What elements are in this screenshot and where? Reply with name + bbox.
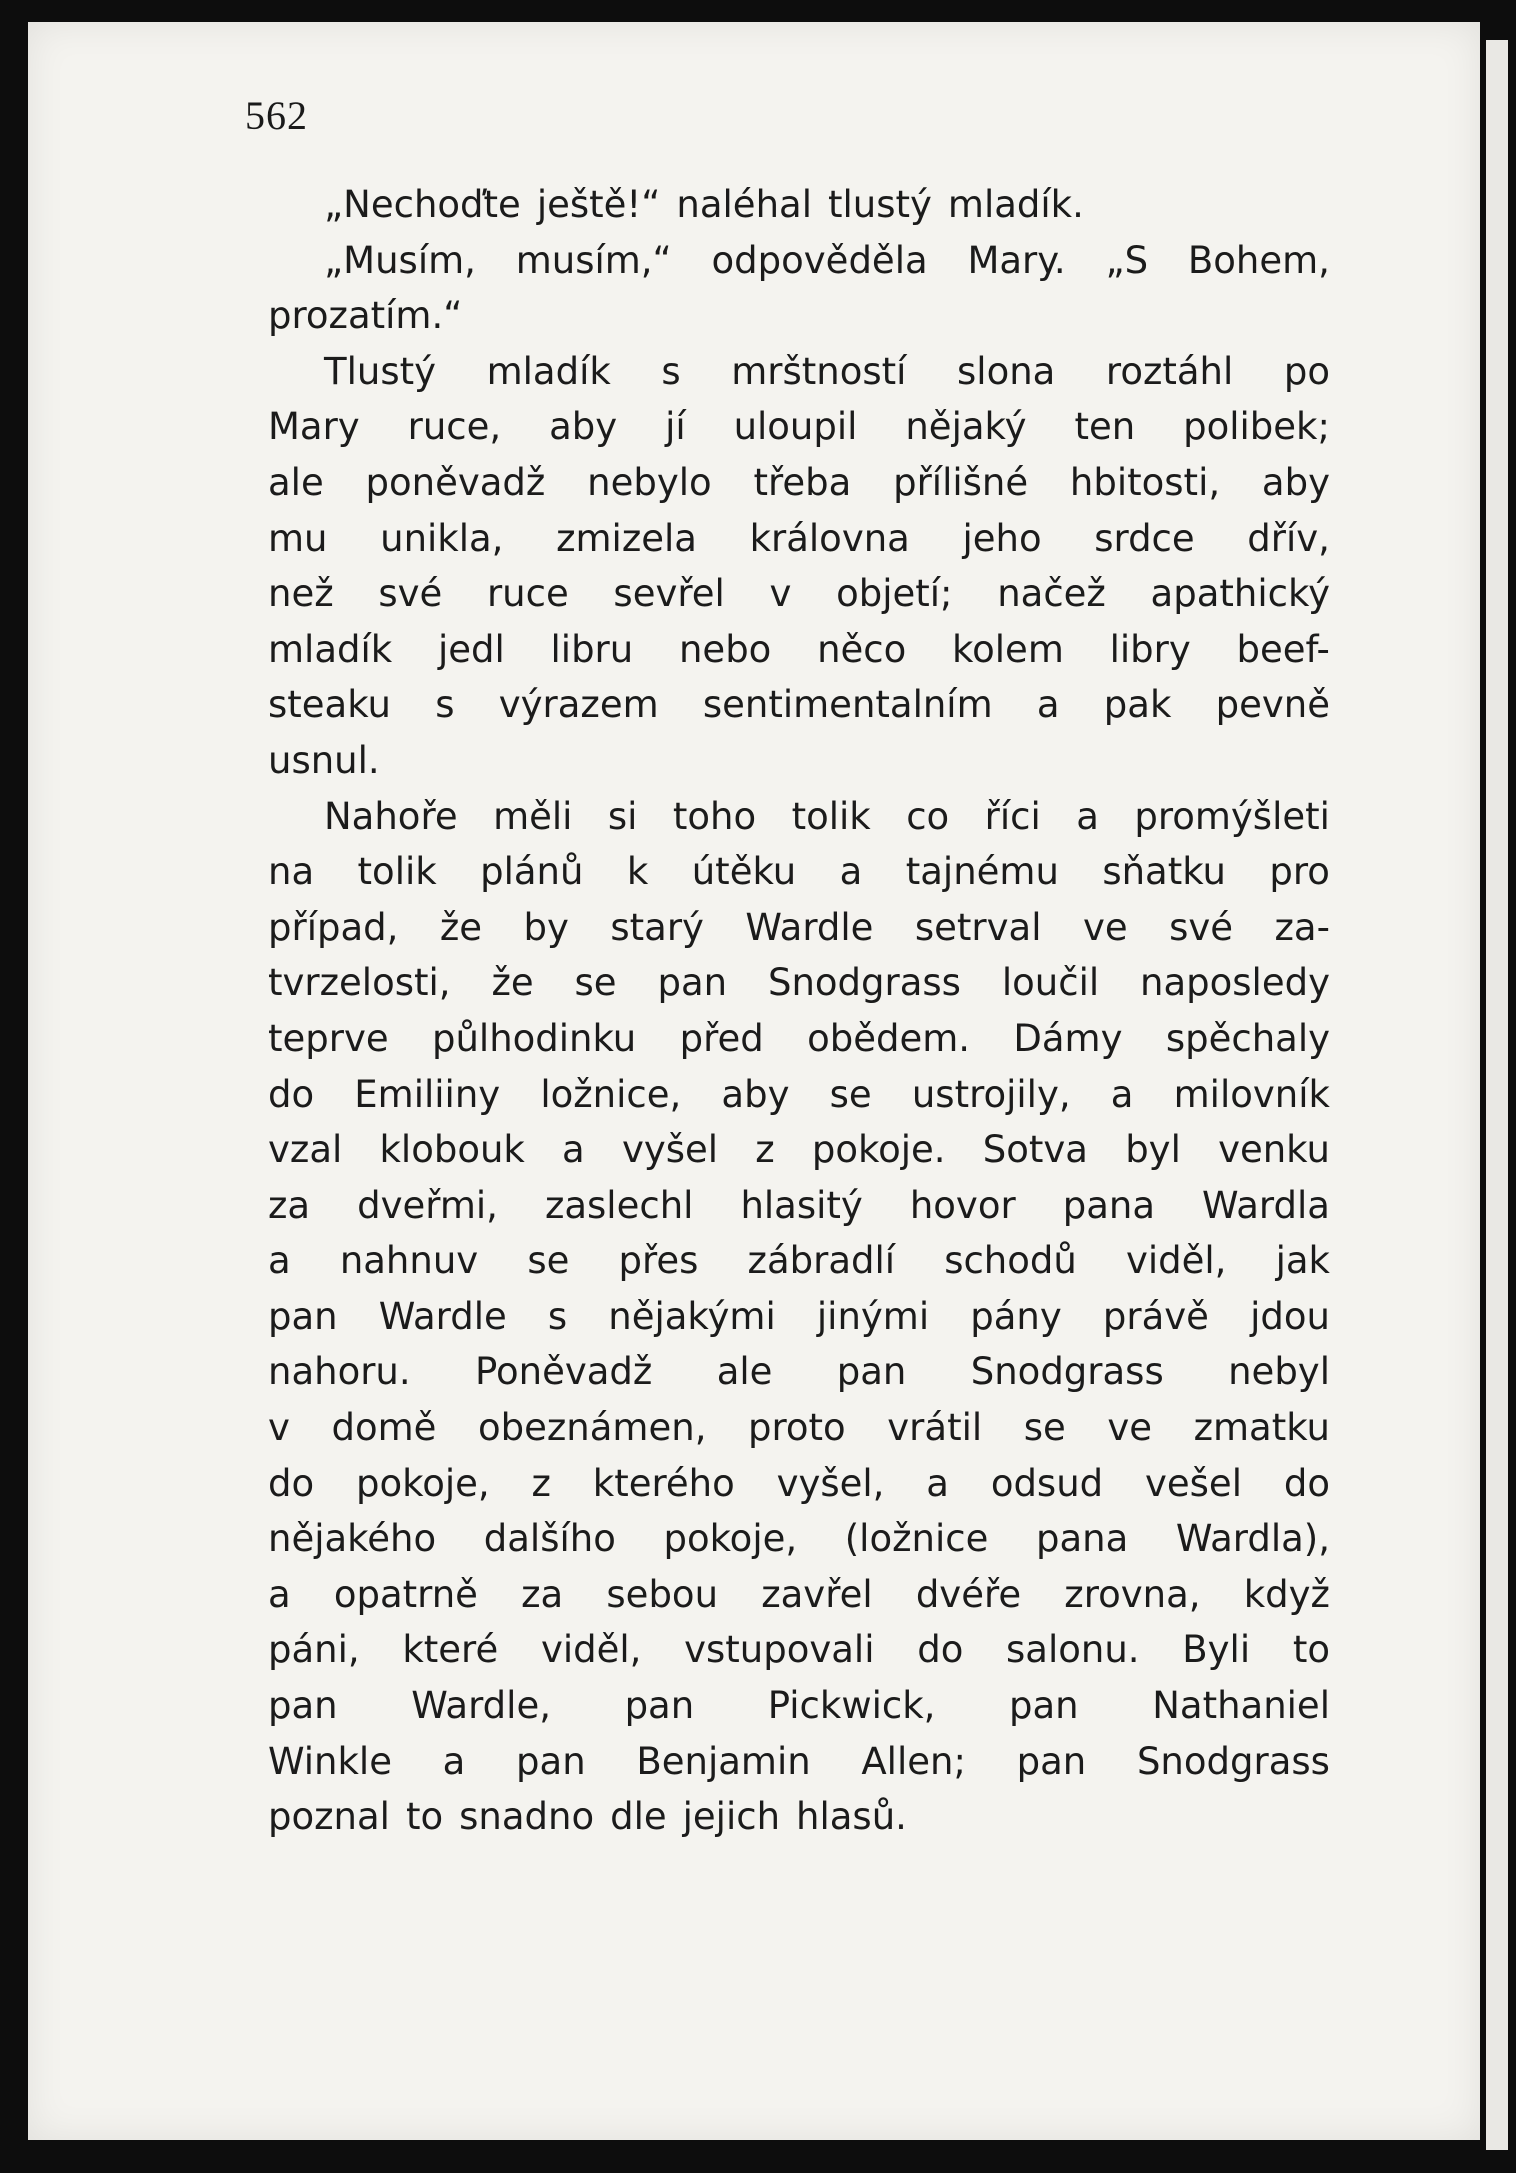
- text-word: co: [906, 794, 950, 838]
- text-word: s: [661, 349, 681, 393]
- text-line: [268, 177, 1330, 233]
- text-word: schodů: [944, 1239, 1077, 1283]
- text-word: Wardle: [745, 905, 874, 949]
- text-word: aby: [721, 1072, 790, 1116]
- text-word: roztáhl: [1105, 349, 1234, 393]
- text-word: Wardla: [1202, 1183, 1330, 1227]
- text-word: opatrně: [333, 1572, 478, 1616]
- text-word: hovor: [909, 1183, 1016, 1227]
- text-word: pokoje.: [811, 1128, 946, 1172]
- text-word: starý: [610, 905, 704, 949]
- text-word: sebou: [606, 1572, 719, 1616]
- text-word: na: [268, 850, 315, 894]
- text-line: [268, 733, 1330, 789]
- text-line: [268, 844, 1330, 900]
- text-word: Snodgrass: [767, 961, 961, 1005]
- text-word: pan: [1016, 1739, 1087, 1783]
- text-word: ale: [268, 460, 324, 504]
- text-word: obeznámen,: [478, 1406, 707, 1450]
- text-word: apathický: [1150, 572, 1330, 616]
- text-word: Poněvadž: [475, 1350, 653, 1394]
- text-word: se: [1023, 1406, 1066, 1450]
- text-word: toho: [672, 794, 757, 838]
- text-word: Nathaniel: [1152, 1684, 1330, 1728]
- text-word: ruce,: [407, 405, 502, 449]
- text-word: tolik: [791, 794, 871, 838]
- text-word: a: [562, 1128, 585, 1172]
- text-word: že: [491, 961, 534, 1005]
- text-word: to: [405, 1795, 444, 1839]
- text-word: teprve: [268, 1016, 389, 1060]
- text-word: a: [268, 1572, 291, 1616]
- text-word: aby: [1261, 460, 1330, 504]
- text-word: slona: [957, 349, 1056, 393]
- text-word: tlustý: [827, 183, 932, 226]
- text-word: Snodgrass: [970, 1350, 1164, 1394]
- text-word: pan: [268, 1684, 338, 1728]
- text-word: pana: [1035, 1517, 1129, 1561]
- text-word: tajnému: [905, 850, 1059, 894]
- text-line: [268, 288, 1330, 344]
- text-word: případ,: [268, 905, 399, 949]
- text-line: [268, 1233, 1330, 1289]
- text-word: přílišné: [893, 460, 1029, 504]
- text-word: a: [1036, 683, 1060, 727]
- text-word: tolik: [357, 850, 437, 894]
- text-word: pana: [1062, 1183, 1155, 1227]
- text-word: za-: [1274, 905, 1330, 949]
- text-word: že: [439, 905, 483, 949]
- text-word: k: [626, 850, 649, 894]
- text-word: Allen;: [861, 1739, 966, 1783]
- text-word: a: [1076, 794, 1099, 838]
- text-word: ve: [1082, 905, 1128, 949]
- text-word: vyšel,: [776, 1461, 885, 1505]
- text-word: výrazem: [498, 683, 659, 727]
- text-word: nahoru.: [268, 1350, 411, 1394]
- text-word: loučil: [1001, 961, 1100, 1005]
- text-word: vešel: [1145, 1461, 1242, 1505]
- text-word: ještě!“: [536, 183, 661, 226]
- text-line: [268, 1567, 1330, 1623]
- text-word: do: [917, 1628, 964, 1672]
- text-word: zaslechl: [544, 1183, 694, 1227]
- text-word: plánů: [480, 850, 584, 894]
- text-word: obědem.: [807, 1016, 971, 1060]
- text-word: jak: [1275, 1239, 1330, 1283]
- text-word: zmizela: [556, 516, 697, 560]
- text-word: by: [523, 905, 569, 949]
- text-word: a: [268, 1239, 291, 1283]
- text-line: [268, 1122, 1330, 1178]
- text-word: nahnuv: [339, 1239, 479, 1283]
- text-word: mladík: [486, 349, 611, 393]
- text-word: ale: [716, 1350, 773, 1394]
- text-word: se: [574, 961, 617, 1005]
- text-word: a: [1110, 1072, 1134, 1116]
- text-word: Emiliiny: [354, 1072, 501, 1116]
- text-word: salonu.: [1006, 1628, 1140, 1672]
- text-word: kolem: [952, 627, 1064, 671]
- text-line: [268, 399, 1330, 455]
- text-word: vzal: [268, 1128, 343, 1172]
- text-word: snadno: [459, 1795, 595, 1839]
- text-word: usnul.: [268, 738, 380, 782]
- text-word: za: [521, 1572, 564, 1616]
- text-word: své: [1169, 905, 1234, 949]
- text-word: pan: [268, 1294, 338, 1338]
- text-word: Dámy: [1013, 1016, 1123, 1060]
- text-word: pan: [516, 1739, 586, 1783]
- text-word: „Musím,: [324, 238, 476, 282]
- text-word: zábradlí: [747, 1239, 896, 1283]
- text-word: sevřel: [613, 572, 725, 616]
- text-word: odpověděla: [711, 238, 928, 282]
- text-word: steaku: [268, 683, 391, 727]
- text-word: Wardle,: [411, 1684, 551, 1728]
- body-text: [268, 177, 1330, 1845]
- text-word: tvrzelosti,: [268, 961, 451, 1005]
- text-word: to: [1292, 1628, 1330, 1672]
- text-word: pan: [657, 961, 728, 1005]
- text-word: se: [829, 1072, 872, 1116]
- text-word: pokoje,: [355, 1461, 490, 1505]
- text-word: Bohem,: [1187, 238, 1330, 282]
- text-word: promýšleti: [1134, 794, 1330, 838]
- text-word: libry: [1109, 627, 1191, 671]
- text-word: jí: [665, 405, 686, 449]
- text-word: beef-: [1236, 627, 1330, 671]
- text-word: dveřmi,: [357, 1183, 498, 1227]
- text-word: spěchaly: [1165, 1016, 1330, 1060]
- text-word: mu: [268, 516, 328, 560]
- text-word: pan: [624, 1684, 695, 1728]
- page-number: 562: [245, 93, 308, 138]
- text-word: kterého: [592, 1461, 735, 1505]
- text-word: útěku: [691, 850, 797, 894]
- text-word: za: [268, 1183, 311, 1227]
- text-line: [268, 233, 1330, 289]
- text-line: [268, 900, 1330, 956]
- text-word: naléhal: [676, 183, 812, 226]
- text-word: setrval: [914, 905, 1042, 949]
- text-word: s: [547, 1294, 568, 1338]
- text-word: pokoje,: [663, 1517, 798, 1561]
- text-word: Winkle: [268, 1739, 392, 1783]
- text-word: (ložnice: [844, 1517, 989, 1561]
- text-word: jeho: [962, 516, 1042, 560]
- text-line: [268, 1178, 1330, 1234]
- text-word: Tlustý: [324, 349, 437, 393]
- text-word: Mary: [268, 405, 360, 449]
- text-word: jdou: [1250, 1294, 1330, 1338]
- text-word: když: [1243, 1572, 1330, 1616]
- text-word: před: [679, 1016, 764, 1060]
- text-line: [268, 1067, 1330, 1123]
- text-word: své: [378, 572, 443, 616]
- text-word: z: [531, 1461, 551, 1505]
- text-word: nějaký: [905, 405, 1027, 449]
- text-word: mladík.: [947, 183, 1084, 226]
- text-word: pro: [1269, 850, 1330, 894]
- text-word: po: [1283, 349, 1330, 393]
- text-word: zmatku: [1193, 1406, 1330, 1450]
- text-word: domě: [331, 1406, 437, 1450]
- text-line: [268, 622, 1330, 678]
- text-word: unikla,: [380, 516, 504, 560]
- text-line: [268, 1400, 1330, 1456]
- text-word: ve: [1107, 1406, 1153, 1450]
- text-word: zavřel: [761, 1572, 873, 1616]
- text-word: pan: [836, 1350, 907, 1394]
- text-word: klobouk: [379, 1128, 525, 1172]
- text-word: z: [755, 1128, 775, 1172]
- text-word: sňatku: [1102, 850, 1226, 894]
- text-word: hlasitý: [740, 1183, 863, 1227]
- text-word: poněvadž: [365, 460, 546, 504]
- text-word: odsud: [990, 1461, 1104, 1505]
- text-word: si: [607, 794, 638, 838]
- text-word: přes: [618, 1239, 699, 1283]
- text-word: pan: [1009, 1684, 1079, 1728]
- text-word: sentimentalním: [702, 683, 993, 727]
- text-word: Pickwick,: [767, 1684, 936, 1728]
- text-word: Benjamin: [636, 1739, 811, 1783]
- text-word: aby: [549, 405, 618, 449]
- text-word: mrštností: [731, 349, 907, 393]
- text-word: do: [268, 1461, 315, 1505]
- text-line: [268, 455, 1330, 511]
- text-word: v: [268, 1406, 290, 1450]
- text-line: [268, 677, 1330, 733]
- text-word: nějakými: [608, 1294, 776, 1338]
- text-word: hbitosti,: [1069, 460, 1221, 504]
- text-word: byl: [1125, 1128, 1181, 1172]
- text-word: půlhodinku: [431, 1016, 637, 1060]
- text-word: královna: [749, 516, 910, 560]
- text-word: srdce: [1094, 516, 1195, 560]
- text-word: mladík: [268, 627, 393, 671]
- text-word: a: [839, 850, 863, 894]
- text-word: ruce: [486, 572, 569, 616]
- text-word: pevně: [1215, 683, 1330, 727]
- text-word: nějakého: [268, 1517, 437, 1561]
- text-word: viděl,: [1125, 1239, 1227, 1283]
- text-word: dvéře: [915, 1572, 1022, 1616]
- text-word: ten: [1074, 405, 1136, 449]
- text-word: ložnice,: [540, 1072, 682, 1116]
- text-word: nebylo: [587, 460, 712, 504]
- text-line: [268, 1622, 1330, 1678]
- text-word: proto: [748, 1406, 846, 1450]
- text-word: načež: [997, 572, 1106, 616]
- text-word: dle: [610, 1795, 667, 1839]
- text-word: jedl: [437, 627, 505, 671]
- text-word: Sotva: [982, 1128, 1088, 1172]
- text-line: [268, 1289, 1330, 1345]
- text-word: hlasů.: [796, 1795, 907, 1839]
- text-word: Wardle: [378, 1294, 507, 1338]
- text-word: venku: [1218, 1128, 1330, 1172]
- text-word: zrovna,: [1064, 1572, 1201, 1616]
- text-word: s: [435, 683, 455, 727]
- text-word: třeba: [753, 460, 852, 504]
- text-line: [268, 566, 1330, 622]
- text-word: jejich: [682, 1795, 781, 1839]
- text-word: milovník: [1173, 1072, 1330, 1116]
- text-word: právě: [1102, 1294, 1209, 1338]
- text-word: Wardla),: [1175, 1517, 1330, 1561]
- text-word: a: [442, 1739, 466, 1783]
- text-word: libru: [550, 627, 634, 671]
- text-word: a: [926, 1461, 949, 1505]
- text-line: [268, 1511, 1330, 1567]
- text-word: nebo: [678, 627, 772, 671]
- text-word: Byli: [1182, 1628, 1251, 1672]
- text-word: naposledy: [1140, 961, 1330, 1005]
- text-word: vyšel: [621, 1128, 719, 1172]
- text-line: [268, 344, 1330, 400]
- text-word: Mary.: [967, 238, 1066, 282]
- text-word: něco: [817, 627, 907, 671]
- text-word: do: [268, 1072, 315, 1116]
- text-word: jinými: [816, 1294, 930, 1338]
- text-word: pak: [1103, 683, 1172, 727]
- text-word: uloupil: [733, 405, 858, 449]
- text-word: než: [268, 572, 334, 616]
- text-word: nebyl: [1228, 1350, 1330, 1394]
- text-line: [268, 1678, 1330, 1734]
- text-word: musím,“: [515, 238, 672, 282]
- text-word: viděl,: [540, 1628, 642, 1672]
- text-word: vstupovali: [684, 1628, 875, 1672]
- text-word: prozatím.“: [268, 294, 463, 338]
- text-word: dřív,: [1247, 516, 1330, 560]
- text-line: [268, 955, 1330, 1011]
- text-line: [268, 1456, 1330, 1512]
- text-word: vrátil: [887, 1406, 983, 1450]
- text-line: [268, 1789, 1330, 1845]
- text-line: [268, 1344, 1330, 1400]
- text-word: říci: [984, 794, 1041, 838]
- text-word: Snodgrass: [1136, 1739, 1330, 1783]
- text-line: [268, 511, 1330, 567]
- text-word: pány: [970, 1294, 1062, 1338]
- text-word: polibek;: [1183, 405, 1330, 449]
- text-word: se: [527, 1239, 570, 1283]
- text-word: „Nechoďte: [324, 183, 521, 226]
- text-word: poznal: [268, 1795, 390, 1839]
- text-word: páni,: [268, 1628, 360, 1672]
- text-word: do: [1283, 1461, 1330, 1505]
- text-line: [268, 1011, 1330, 1067]
- text-word: v: [769, 572, 792, 616]
- text-word: měli: [493, 794, 573, 838]
- text-word: které: [402, 1628, 499, 1672]
- text-word: ustrojily,: [911, 1072, 1071, 1116]
- text-word: Nahoře: [324, 794, 458, 838]
- text-word: dalšího: [483, 1517, 616, 1561]
- text-word: objetí;: [836, 572, 953, 616]
- text-line: [268, 789, 1330, 845]
- adjacent-page-edge: [1486, 40, 1508, 2150]
- text-word: „S: [1105, 238, 1149, 282]
- text-line: [268, 1734, 1330, 1790]
